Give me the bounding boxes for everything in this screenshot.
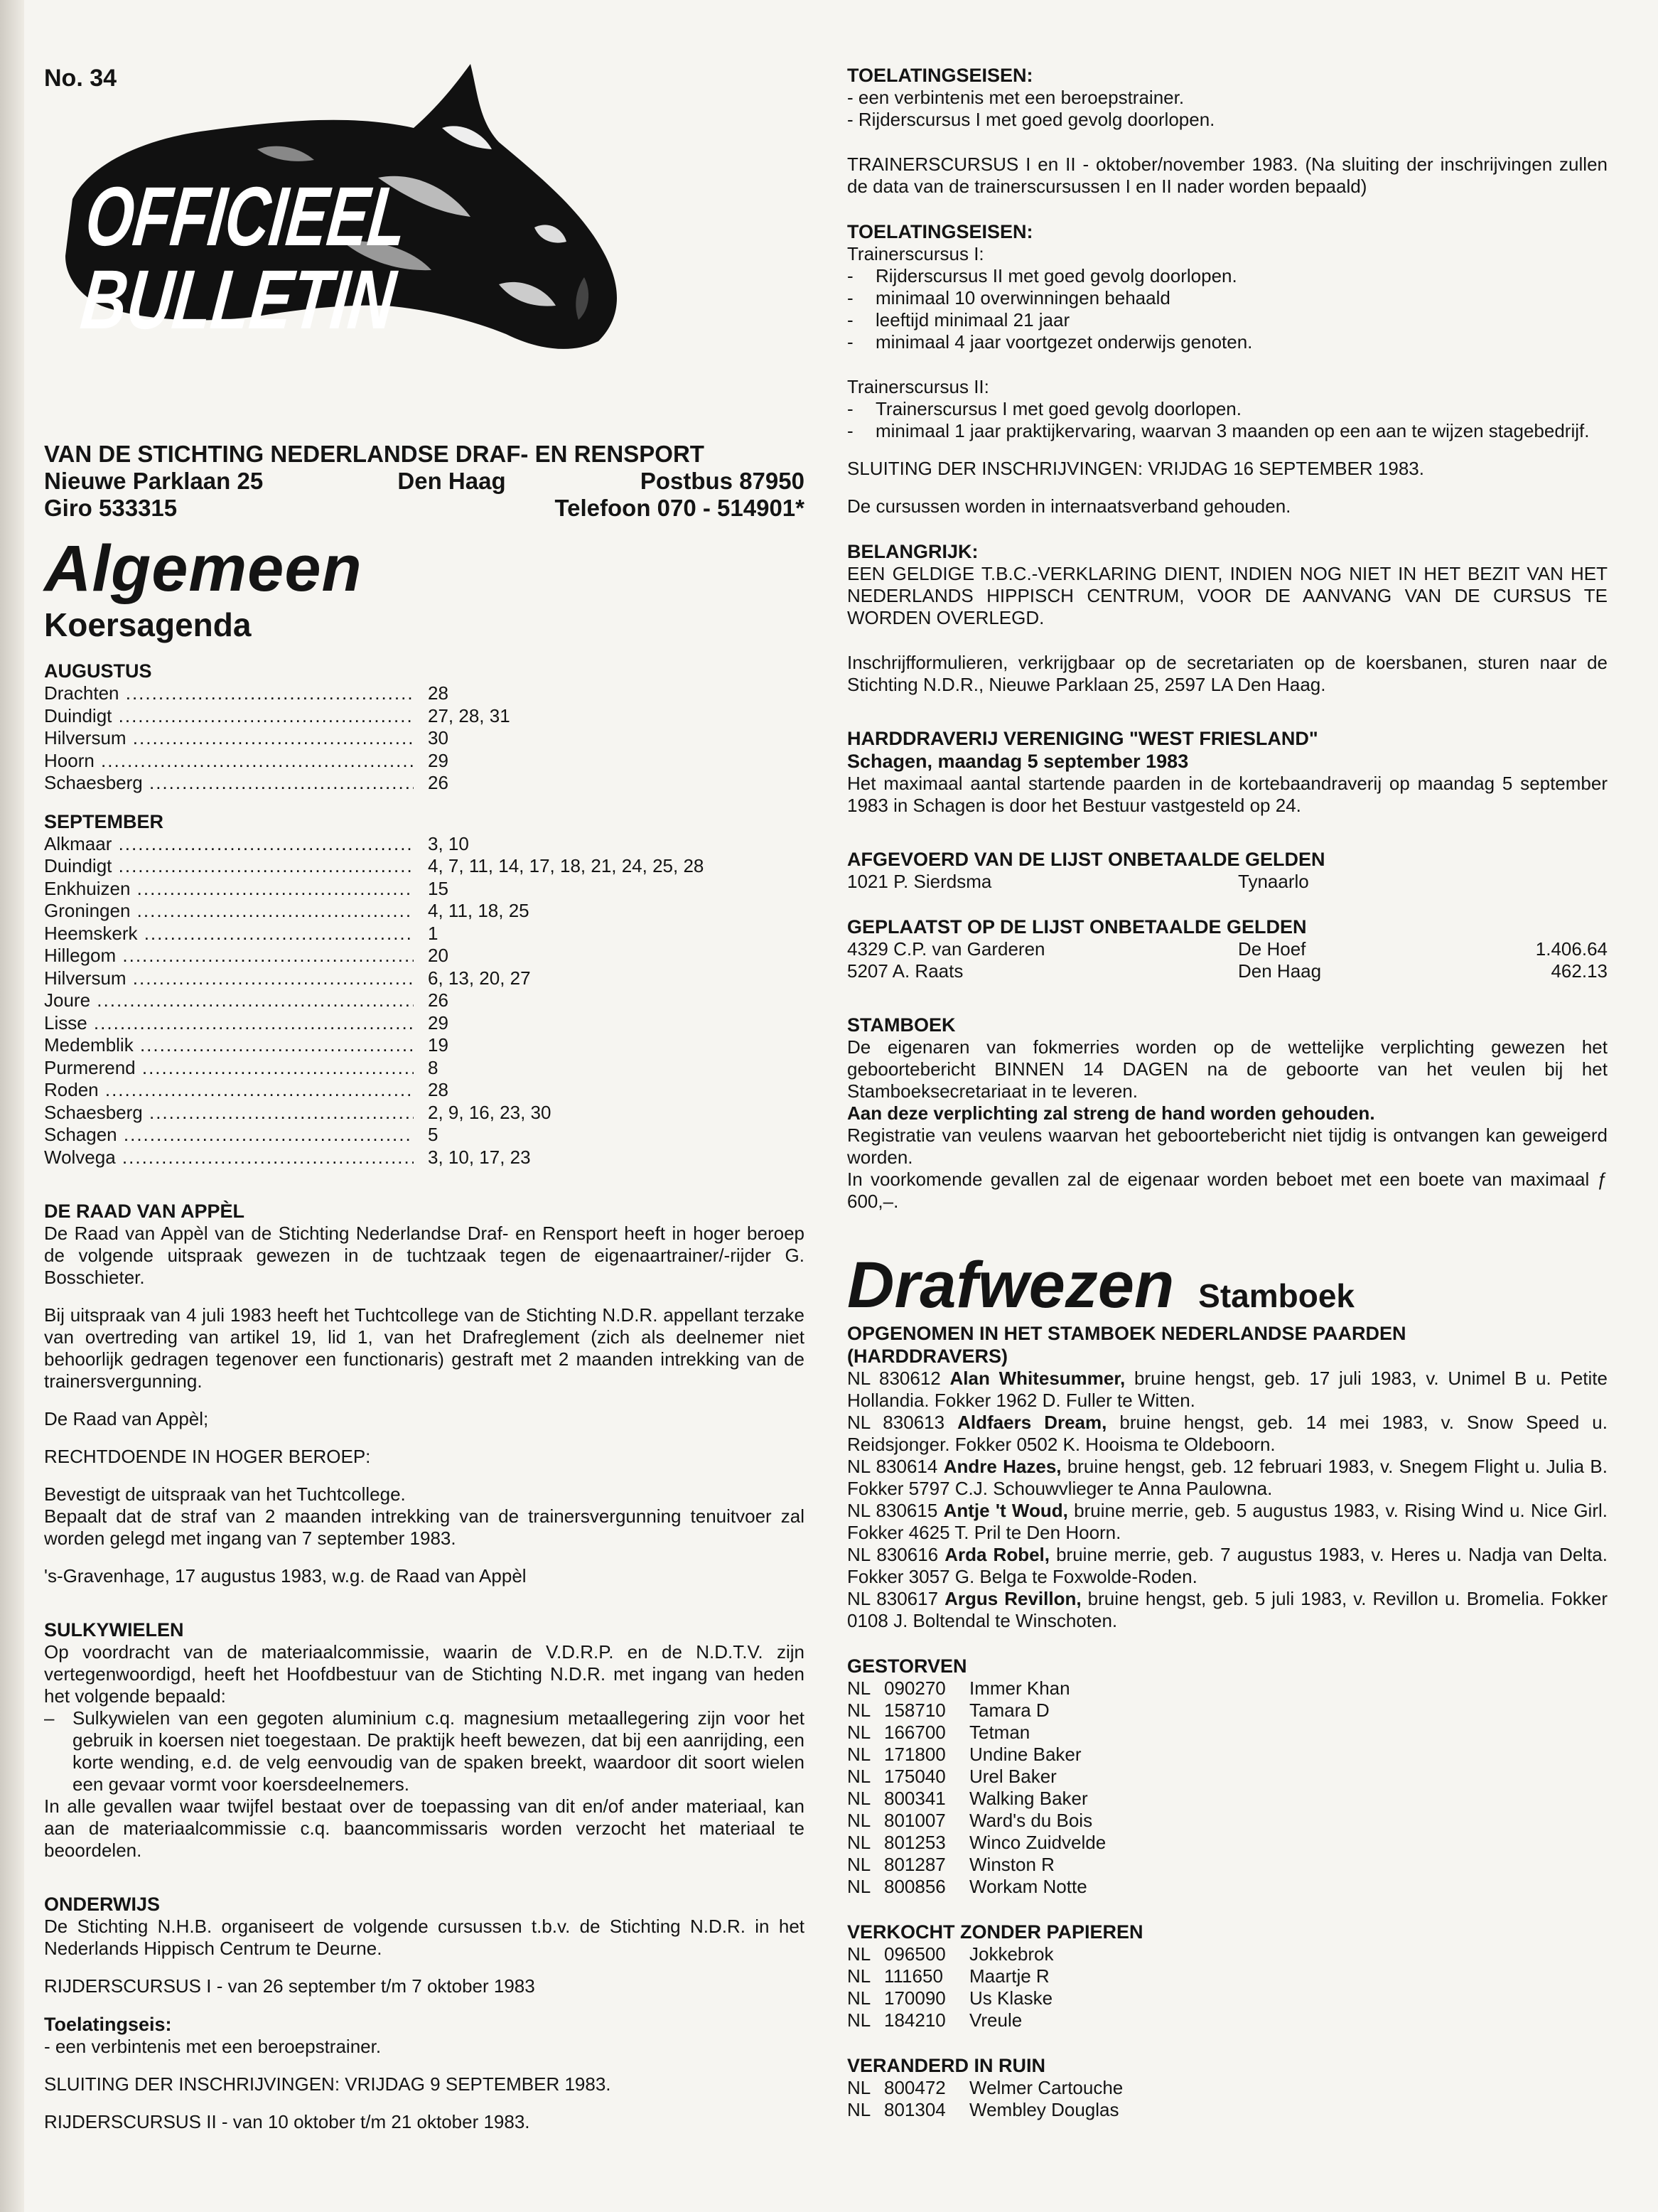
registration-number: 170090 [884, 1987, 946, 2009]
toelatingseisen-heading-1: TOELATINGSEISEN: [847, 65, 1033, 86]
owner-place: Den Haag [1238, 960, 1322, 982]
agenda-heading-augustus: AUGUSTUS [44, 660, 152, 682]
horse-name: Argus Revillon, [944, 1588, 1082, 1609]
registration-number: 111650 [884, 1965, 943, 1987]
registration-number: NL 830614 [847, 1456, 938, 1477]
sulky-heading: SULKYWIELEN [44, 1619, 184, 1641]
table-row [847, 871, 1608, 893]
registration-number: 801287 [884, 1854, 946, 1875]
amount: 1.406.64 [1535, 938, 1608, 960]
agenda-row [44, 705, 804, 728]
agenda-place: Heemskerk ..... [44, 923, 414, 945]
horse-name: Ward's du Bois [969, 1810, 1093, 1831]
rijderscursus-2: RIJDERSCURSUS II - van 10 oktober t/m 21 oktober 1983. [44, 2111, 530, 2132]
agenda-list-september [44, 833, 804, 1169]
section-title-algemeen: Algemeen [44, 532, 362, 605]
owner-name: 4329 C.P. van Garderen [847, 938, 1045, 960]
table-row [847, 938, 1608, 960]
horse-name: Welmer Cartouche [969, 2077, 1124, 2098]
trainerscursus-2-heading: Trainerscursus II: [847, 376, 989, 397]
raad-paragraph-3: De Raad van Appèl; [44, 1408, 209, 1429]
toelatingseisen-list-1 [847, 87, 1608, 131]
requirement-item [847, 287, 1608, 309]
registration-number: 166700 [884, 1722, 946, 1743]
requirement-item [847, 309, 1608, 331]
requirement-text: minimaal 4 jaar voortgezet onderwijs genoten. [876, 331, 1253, 353]
entry-details: bruine hengst, geb. 5 juli 1983, v. Revillon u. Bromelia. Fokker 0108 J. Boltendal te Winschoten. [847, 1588, 1608, 1631]
horse-name: Winston R [969, 1854, 1055, 1875]
horse-name: Tetman [969, 1722, 1030, 1743]
belangrijk-heading: BELANGRIJK: [847, 541, 979, 562]
section-title-drafwezen: Drafwezen [847, 1249, 1175, 1321]
country-prefix: NL [847, 1766, 871, 1787]
agenda-place: Schaesberg ..... [44, 1102, 414, 1124]
agenda-dates: 3, 10, 17, 23 [428, 1146, 531, 1168]
verkocht-list [847, 1943, 1608, 2031]
stamboek-entry [847, 1368, 1608, 1412]
stamboek-entry [847, 1456, 1608, 1500]
registration-number: 800856 [884, 1876, 946, 1897]
requirement-text: Rijderscursus II met goed gevolg doorlopen. [876, 265, 1237, 286]
list-item [847, 1722, 1608, 1744]
horse-name: Aldfaers Dream, [957, 1412, 1107, 1433]
agenda-dates: 3, 10 [428, 832, 469, 854]
list-item [847, 2099, 1608, 2121]
logo-text-officieel: OFFICIEEL [81, 170, 529, 264]
horse-name: Andre Hazes, [943, 1456, 1062, 1477]
onderwijs-paragraph: De Stichting N.H.B. organiseert de volgende cursussen t.b.v. de Stichting N.D.R. in het Nederlands Hippisch Centrum te Deurne. [44, 1916, 804, 1959]
list-item [847, 1744, 1608, 1766]
raad-paragraph-4: RECHTDOENDE IN HOGER BEROEP: [44, 1446, 371, 1467]
page-binding-shadow [0, 0, 24, 2212]
agenda-dates: 19 [428, 1034, 448, 1056]
stamboek-entry [847, 1500, 1608, 1544]
list-item [847, 2009, 1608, 2031]
agenda-dates: 5 [428, 1124, 438, 1145]
country-prefix: NL [847, 2009, 871, 2031]
agenda-row [44, 772, 804, 795]
agenda-dates: 15 [428, 877, 448, 899]
list-item [847, 1766, 1608, 1788]
agenda-dates: 8 [428, 1056, 438, 1078]
toelatingseisen-heading-2: TOELATINGSEISEN: [847, 221, 1033, 242]
address-line [44, 468, 804, 495]
entry-details: bruine merrie, geb. 5 augustus 1983, v. Rising Wind u. Nice Girl. Fokker 4625 T. Pril te Den Hoorn. [847, 1500, 1608, 1543]
trainerscursus-1-heading: Trainerscursus I: [847, 243, 984, 264]
agenda-row [44, 878, 804, 901]
country-prefix: NL [847, 1987, 871, 2009]
entry-details: bruine hengst, geb. 14 mei 1983, v. Snow Speed u. Reidsjonger. Fokker 0502 K. Hooisma te Oldeboorn. [847, 1412, 1608, 1455]
list-item [847, 1987, 1608, 2009]
registration-number: 801304 [884, 2099, 946, 2120]
country-prefix: NL [847, 1854, 871, 1875]
ruin-heading: VERANDERD IN RUIN [847, 2055, 1046, 2076]
west-friesland-text: Het maximaal aantal startende paarden in de kortebaandraverij op maandag 5 september 1983 in Schagen is door het Bestuur vastgesteld op 24. [847, 773, 1608, 816]
agenda-dates: 28 [428, 682, 448, 704]
horse-name: Wembley Douglas [969, 2099, 1119, 2120]
horse-name: Jokkebrok [969, 1943, 1054, 1965]
entry-details: bruine hengst, geb. 12 februari 1983, v. Snegem Flight u. Julia B. Fokker 5797 C.J. Schouwvlieger te Anna Paulowna. [847, 1456, 1608, 1499]
horse-name: Walking Baker [969, 1788, 1088, 1809]
list-dash: - [847, 287, 854, 308]
agenda-row [44, 945, 804, 967]
stamboek-entry [847, 1544, 1608, 1588]
table-row [847, 960, 1608, 982]
registration-number: NL 830616 [847, 1544, 939, 1565]
onderwijs-heading: ONDERWIJS [44, 1894, 161, 1915]
agenda-place: Purmerend ..... [44, 1057, 414, 1080]
registration-number: NL 830612 [847, 1368, 941, 1389]
publisher-name: VAN DE STICHTING NEDERLANDSE DRAF- EN RENSPORT [44, 441, 704, 467]
raad-heading: DE RAAD VAN APPÈL [44, 1201, 245, 1222]
raad-paragraph-5b: Bepaalt dat de straf van 2 maanden intrekking van de trainersvergunning tenuitvoer zal worden gelegd met ingang van 7 september 1983. [44, 1505, 804, 1549]
agenda-row [44, 900, 804, 923]
agenda-row [44, 1034, 804, 1057]
raad-paragraph-2: Bij uitspraak van 4 juli 1983 heeft het Tuchtcollege van de Stichting N.D.R. appellant terzake van overtreding van artikel 19, lid 1, van het Drafreglement (zich als deelnemer niet behoorlijk gedragen tegenover een functionaris) gestraft met 2 maanden intrekking van de trainersvergunning. [44, 1304, 804, 1392]
agenda-list-augustus [44, 682, 804, 795]
agenda-row [44, 833, 804, 856]
street-address: Nieuwe Parklaan 25 [44, 468, 264, 494]
requirement-item [847, 420, 1608, 442]
owner-place: De Hoef [1238, 938, 1306, 960]
registration-number: 171800 [884, 1744, 946, 1765]
agenda-row [44, 967, 804, 990]
agenda-row [44, 1012, 804, 1035]
amount: 462.13 [1551, 960, 1608, 982]
horse-name: Antje 't Woud, [943, 1500, 1068, 1521]
agenda-dates: 20 [428, 945, 448, 966]
agenda-place: Hilversum ..... [44, 727, 414, 750]
list-dash: – [44, 1707, 55, 1729]
country-prefix: NL [847, 2099, 871, 2120]
agenda-row [44, 1147, 804, 1169]
city: Den Haag [397, 468, 506, 494]
stamboek-heading: STAMBOEK [847, 1014, 956, 1036]
agenda-row [44, 1102, 804, 1124]
requirement-text: Trainerscursus I met goed gevolg doorlopen. [876, 398, 1242, 419]
list-item [847, 1677, 1608, 1700]
agenda-dates: 4, 11, 18, 25 [428, 900, 529, 921]
gestorven-list [847, 1677, 1608, 1898]
agenda-place: Schaesberg ..... [44, 772, 414, 795]
horse-name: Vreule [969, 2009, 1023, 2031]
opgenomen-heading: OPGENOMEN IN HET STAMBOEK NEDERLANDSE PAARDEN (HARDDRAVERS) [847, 1323, 1406, 1367]
registration-number: 800341 [884, 1788, 946, 1809]
toelatingseis-heading: Toelatingseis: [44, 2014, 172, 2035]
sulky-rule-text: Sulkywielen van een gegoten aluminium c.q. magnesium metaallegering zijn voor het gebruik in koersen niet toegestaan. De praktijk heeft bewezen, dat bij een aanrijding, een korte wending, e.d. de velg eenvoudig van de spaken breekt, waardoor dit soort wielen een gevaar vormt voor koersdeelnemers. [72, 1707, 804, 1795]
country-prefix: NL [847, 1876, 871, 1897]
agenda-dates: 26 [428, 989, 448, 1011]
registration-number: 801253 [884, 1832, 946, 1853]
list-item [847, 1810, 1608, 1832]
rijderscursus-1: RIJDERSCURSUS I - van 26 september t/m 7 oktober 1983 [44, 1975, 535, 1997]
verkocht-heading: VERKOCHT ZONDER PAPIEREN [847, 1921, 1143, 1943]
agenda-place: Hoorn ..... [44, 750, 414, 773]
stamboek-entry [847, 1412, 1608, 1456]
section-subtitle-stamboek: Stamboek [1198, 1277, 1355, 1314]
agenda-dates: 2, 9, 16, 23, 30 [428, 1101, 551, 1123]
registration-number: 158710 [884, 1700, 946, 1721]
geplaatst-heading: GEPLAATST OP DE LIJST ONBETAALDE GELDEN [847, 916, 1307, 938]
list-dash: - [847, 265, 854, 286]
country-prefix: NL [847, 1744, 871, 1765]
list-item [847, 1876, 1608, 1898]
agenda-row [44, 989, 804, 1012]
horse-name: Arda Robel, [944, 1544, 1050, 1565]
country-prefix: NL [847, 1965, 871, 1987]
requirement-item [847, 398, 1608, 420]
registration-number: NL 830613 [847, 1412, 945, 1433]
list-item [847, 1854, 1608, 1876]
toelatingseis-item: - een verbintenis met een beroepstrainer. [44, 2036, 382, 2057]
country-prefix: NL [847, 1677, 871, 1699]
agenda-place: Alkmaar ..... [44, 833, 414, 856]
agenda-place: Hillegom ..... [44, 945, 414, 967]
list-item [847, 1943, 1608, 1965]
agenda-place: Roden ..... [44, 1079, 414, 1102]
agenda-row [44, 682, 804, 705]
agenda-row [44, 855, 804, 878]
country-prefix: NL [847, 1722, 871, 1743]
registration-number: 096500 [884, 1943, 946, 1965]
agenda-row [44, 1057, 804, 1080]
list-item [847, 1788, 1608, 1810]
west-friesland-heading: HARDDRAVERIJ VERENIGING "WEST FRIESLAND" [847, 728, 1318, 749]
country-prefix: NL [847, 1788, 871, 1809]
sulky-paragraph-2: In alle gevallen waar twijfel bestaat over de toepassing van dit en/of ander materiaal, kan aan de materiaalcommissie c.q. baancommissaris worden verzocht het materiaal te beoordelen. [44, 1795, 804, 1861]
trainerscursus-2-list [847, 398, 1608, 442]
registration-number: 175040 [884, 1766, 946, 1787]
list-item [847, 2077, 1608, 2099]
list-dash: - [847, 331, 854, 353]
agenda-dates: 26 [428, 772, 448, 793]
country-prefix: NL [847, 1943, 871, 1965]
horse-name: Alan Whitesummer, [949, 1368, 1126, 1389]
horse-name: Maartje R [969, 1965, 1050, 1987]
agenda-row [44, 1124, 804, 1147]
sulky-paragraph-1: Op voordracht van de materiaalcommissie, waarin de V.D.R.P. en de N.D.T.V. zijn vertegenwoordigd, heeft het Hoofdbestuur van de Stichting N.D.R. met ingang van heden het volgende bepaald: [44, 1641, 804, 1707]
requirement-item: - een verbintenis met een beroepstrainer. [847, 87, 1185, 108]
opgenomen-list [847, 1368, 1608, 1632]
belangrijk-text: EEN GELDIGE T.B.C.-VERKLARING DIENT, INDIEN NOG NIET IN HET BEZIT VAN HET NEDERLANDS HIPPISCH CENTRUM, VOOR DE AANVANG VAN DE CURSUS TE WORDEN OVERLEGD. [847, 563, 1608, 628]
agenda-place: Drachten ..... [44, 682, 414, 705]
agenda-dates: 6, 13, 20, 27 [428, 967, 531, 989]
afgevoerd-list [847, 871, 1608, 893]
list-dash: - [847, 309, 854, 331]
agenda-dates: 28 [428, 1079, 448, 1100]
registration-number: 184210 [884, 2009, 946, 2031]
amount [1494, 871, 1608, 893]
entry-details: bruine hengst, geb. 17 juli 1983, v. Unimel B u. Petite Hollandia. Fokker 1962 D. Fuller te Witten. [847, 1368, 1608, 1411]
agenda-place: Hilversum ..... [44, 967, 414, 990]
phone-number: Telefoon 070 - 514901* [554, 495, 804, 521]
giro-line [44, 495, 804, 522]
agenda-place: Lisse ..... [44, 1012, 414, 1035]
agenda-dates: 29 [428, 1011, 448, 1033]
agenda-place: Schagen ..... [44, 1124, 414, 1147]
list-item [847, 1700, 1608, 1722]
masthead [44, 64, 804, 363]
stamboek-bold-notice: Aan deze verplichting zal streng de hand worden gehouden. [847, 1102, 1375, 1124]
horse-name: Winco Zuidvelde [969, 1832, 1107, 1853]
horse-name: Immer Khan [969, 1677, 1070, 1699]
giro-number: Giro 533315 [44, 495, 178, 521]
agenda-row [44, 750, 804, 773]
sluiting-inschrijvingen-1: SLUITING DER INSCHRIJVINGEN: VRIJDAG 9 SEPTEMBER 1983. [44, 2073, 611, 2095]
requirement-item: - Rijderscursus I met goed gevolg doorlopen. [847, 109, 1215, 130]
raad-paragraph-5a: Bevestigt de uitspraak van het Tuchtcollege. [44, 1483, 406, 1505]
agenda-row [44, 1079, 804, 1102]
list-dash: - [847, 420, 854, 441]
country-prefix: NL [847, 2077, 871, 2098]
agenda-place: Medemblik ..... [44, 1034, 414, 1057]
gestorven-heading: GESTORVEN [847, 1655, 967, 1677]
publisher-line [44, 441, 804, 468]
agenda-place: Duindigt ..... [44, 705, 414, 728]
registration-number: 801007 [884, 1810, 946, 1831]
horse-name: Workam Notte [969, 1876, 1087, 1897]
agenda-place: Wolvega ..... [44, 1147, 414, 1169]
west-friesland-subheading: Schagen, maandag 5 september 1983 [847, 751, 1189, 772]
entry-details: bruine merrie, geb. 7 augustus 1983, v. Heres u. Nadja van Delta. Fokker 3057 G. Belga te Foxwolde-Roden. [847, 1544, 1608, 1587]
registration-number: 800472 [884, 2077, 946, 2098]
agenda-place: Joure ..... [44, 989, 414, 1012]
inschrijfformulieren-text: Inschrijfformulieren, verkrijgbaar op de secretariaten op de koersbanen, sturen naar de Stichting N.D.R., Nieuwe Parklaan 25, 2597 LA Den Haag. [847, 652, 1608, 695]
owner-name: 5207 A. Raats [847, 960, 964, 982]
country-prefix: NL [847, 1832, 871, 1853]
agenda-place: Groningen ..... [44, 900, 414, 923]
requirement-item [847, 331, 1608, 353]
owner-name: 1021 P. Sierdsma [847, 871, 992, 892]
ruin-list [847, 2077, 1608, 2121]
registration-number: NL 830615 [847, 1500, 938, 1521]
horse-name: Undine Baker [969, 1744, 1082, 1765]
list-item [847, 1965, 1608, 1987]
agenda-row [44, 727, 804, 750]
agenda-dates: 1 [428, 922, 438, 944]
agenda-dates: 29 [428, 749, 448, 771]
geplaatst-list [847, 938, 1608, 982]
agenda-dates: 30 [428, 727, 448, 748]
sluiting-inschrijvingen-2: SLUITING DER INSCHRIJVINGEN: VRIJDAG 16 SEPTEMBER 1983. [847, 458, 1424, 479]
agenda-dates: 4, 7, 11, 14, 17, 18, 21, 24, 25, 28 [428, 855, 704, 876]
requirement-text: minimaal 10 overwinningen behaald [876, 287, 1170, 308]
list-item [847, 1832, 1608, 1854]
agenda-row [44, 923, 804, 945]
requirement-text: leeftijd minimaal 21 jaar [876, 309, 1070, 331]
agenda-heading-september: SEPTEMBER [44, 810, 164, 832]
trainerscursus-1-list [847, 265, 1608, 353]
owner-place: Tynaarlo [1238, 871, 1309, 892]
agenda-title: Koersagenda [44, 606, 252, 643]
internaat-note: De cursussen worden in internaatsverband gehouden. [847, 495, 1291, 517]
country-prefix: NL [847, 1700, 871, 1721]
agenda-place: Duindigt ..... [44, 855, 414, 878]
issue-number: No. 34 [44, 65, 117, 92]
afgevoerd-heading: AFGEVOERD VAN DE LIJST ONBETAALDE GELDEN [847, 849, 1325, 870]
agenda-place: Enkhuizen ..... [44, 878, 414, 901]
raad-signature: 's-Gravenhage, 17 augustus 1983, w.g. de Raad van Appèl [44, 1565, 527, 1586]
trainerscursus-paragraph: TRAINERSCURSUS I en II - oktober/november 1983. (Na sluiting der inschrijvingen zullen de data van de trainerscursussen I en II nader worden bepaald) [847, 154, 1608, 197]
stamboek-entry [847, 1588, 1608, 1632]
stamboek-paragraph-1: De eigenaren van fokmerries worden op de wettelijke verplichting gewezen het geboortebericht BINNEN 14 DAGEN na de geboorte van het veulen bij het Stamboeksecretariaat in te leveren. [847, 1036, 1608, 1102]
raad-paragraph-1: De Raad van Appèl van de Stichting Nederlandse Draf- en Rensport heeft in hoger beroep de volgende uitspraak gewezen in de tuchtzaak tegen de eigenaartrainer/-rijder G. Bosschieter. [44, 1223, 804, 1288]
requirement-item [847, 265, 1608, 287]
horse-name: Tamara D [969, 1700, 1050, 1721]
registration-number: NL 830617 [847, 1588, 939, 1609]
postbus: Postbus 87950 [640, 468, 804, 494]
agenda-dates: 27, 28, 31 [428, 704, 510, 726]
horse-name: Urel Baker [969, 1766, 1057, 1787]
stamboek-paragraph-2: Registratie van veulens waarvan het geboortebericht niet tijdig is ontvangen kan geweigerd worden. [847, 1124, 1608, 1168]
logo-text-bulletin: BULLETIN [77, 253, 502, 347]
horse-head-logo [44, 64, 804, 363]
requirement-text: minimaal 1 jaar praktijkervaring, waarvan 3 maanden op een aan te wijzen stagebedrijf. [876, 420, 1590, 441]
right-column [847, 64, 1608, 2121]
horse-name: Us Klaske [969, 1987, 1053, 2009]
list-dash: - [847, 398, 854, 419]
drafwezen-title-row [847, 1248, 1608, 1322]
registration-number: 090270 [884, 1677, 946, 1699]
country-prefix: NL [847, 1810, 871, 1831]
sulky-rule-item [44, 1707, 804, 1795]
stamboek-paragraph-3: In voorkomende gevallen zal de eigenaar worden beboet met een boete van maximaal ƒ 600,–. [847, 1169, 1608, 1212]
left-column [44, 64, 804, 2133]
